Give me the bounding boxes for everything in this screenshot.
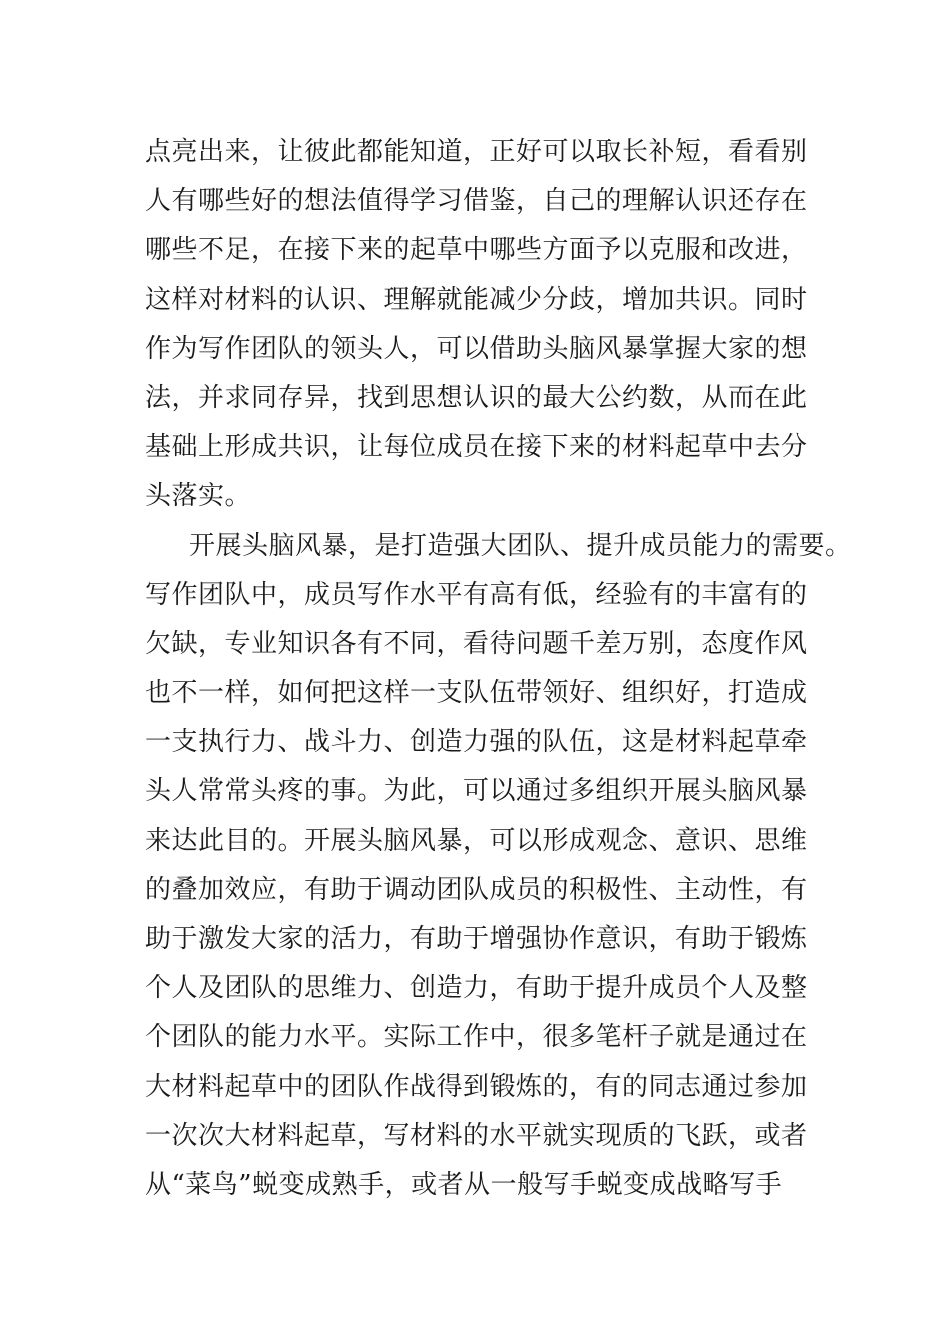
paragraph-1-line-7: 基础上形成共识，让每位成员在接下来的材料起草中去分 <box>145 432 808 463</box>
paragraph-1-line-8: 头落实。 <box>145 481 252 512</box>
paragraph-1-line-5: 作为写作团队的领头人，可以借助头脑风暴掌握大家的想 <box>145 333 808 364</box>
paragraph-2-line-10: 个人及团队的思维力、创造力，有助于提升成员个人及整 <box>145 973 808 1004</box>
paragraph-2-line-11: 个团队的能力水平。实际工作中，很多笔杆子就是通过在 <box>145 1022 808 1053</box>
paragraph-2-line-1: 开展头脑风暴，是打造强大团队、提升成员能力的需要。 <box>189 530 852 561</box>
paragraph-2-line-9: 助于激发大家的活力，有助于增强协作意识，有助于锻炼 <box>145 924 808 954</box>
paragraph-1-line-2: 人有哪些好的想法值得学习借鉴，自己的理解认识还存在 <box>145 186 808 217</box>
paragraph-2-line-4: 也不一样，如何把这样一支队伍带领好、组织好，打造成 <box>145 678 808 709</box>
paragraph-2-line-6: 头人常常头疼的事。为此，可以通过多组织开展头脑风暴 <box>145 776 808 807</box>
paragraph-1-line-3: 哪些不足，在接下来的起草中哪些方面予以克服和改进， <box>145 235 808 266</box>
paragraph-1-line-4: 这样对材料的认识、理解就能减少分歧，增加共识。同时 <box>145 284 808 315</box>
paragraph-2-line-7: 来达此目的。开展头脑风暴，可以形成观念、意识、思维 <box>145 825 808 856</box>
paragraph-2-line-14: 从“菜鸟”蜕变成熟手，或者从一般写手蜕变成战略写手 <box>145 1169 783 1200</box>
paragraph-1-line-6: 法，并求同存异，找到思想认识的最大公约数，从而在此 <box>145 382 808 413</box>
paragraph-2-line-5: 一支执行力、战斗力、创造力强的队伍，这是材料起草牵 <box>145 727 808 758</box>
paragraph-2-line-8: 的叠加效应，有助于调动团队成员的积极性、主动性，有 <box>145 874 808 905</box>
paragraph-2-line-13: 一次次大材料起草，写材料的水平就实现质的飞跃，或者 <box>145 1120 808 1151</box>
paragraph-2-line-2: 写作团队中，成员写作水平有高有低，经验有的丰富有的 <box>145 579 808 610</box>
paragraph-2-line-12: 大材料起草中的团队作战得到锻炼的，有的同志通过参加 <box>145 1071 808 1102</box>
paragraph-1-line-1: 点亮出来，让彼此都能知道，正好可以取长补短，看看别 <box>145 137 808 167</box>
body-text <box>145 128 852 1210</box>
paragraph-2-line-3: 欠缺，专业知识各有不同，看待问题千差万别，态度作风 <box>145 628 808 659</box>
